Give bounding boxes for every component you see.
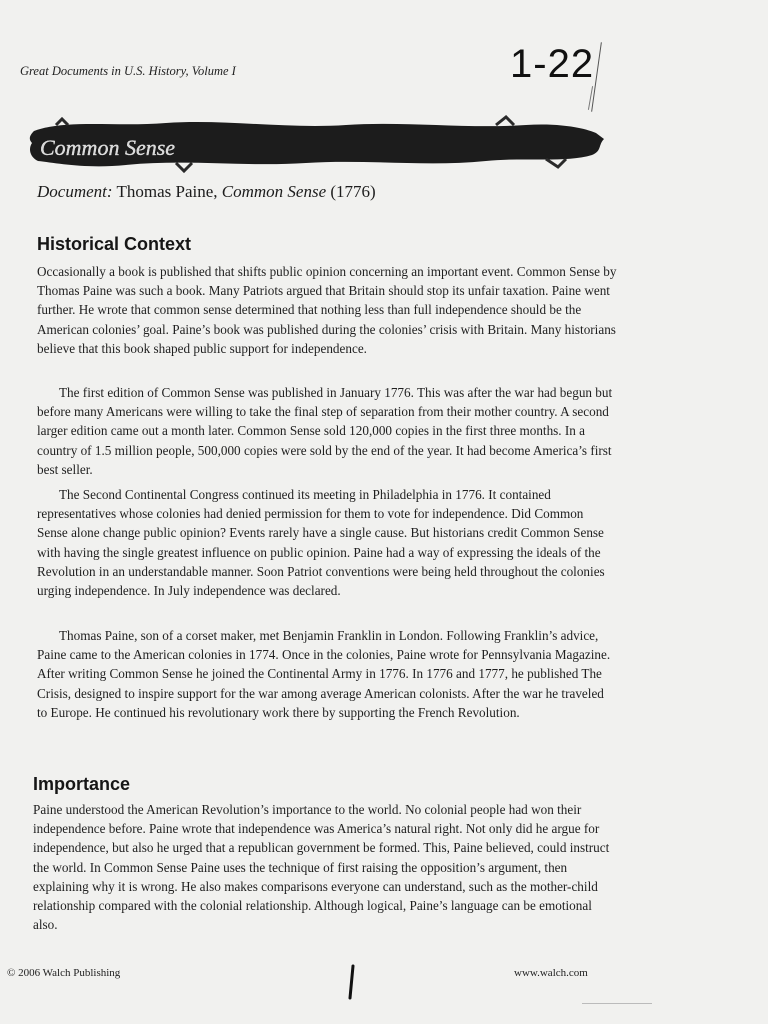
paragraph (37, 626, 617, 722)
copyright-notice: © 2006 Walch Publishing (7, 967, 121, 979)
section-heading-importance: Importance (33, 774, 131, 794)
paragraph (33, 800, 618, 934)
paragraph (37, 383, 617, 479)
series-title: Great Documents in U.S. History, Volume I (20, 64, 236, 78)
document-year: (1776) (330, 182, 376, 201)
section-heading-historical-context: Historical Context (37, 234, 192, 254)
publisher-website: www.walch.com (514, 967, 588, 979)
title-banner (26, 113, 606, 175)
handwritten-page-number: 1-22 (510, 42, 595, 86)
document-work: Common Sense (221, 182, 327, 201)
paragraph (37, 262, 617, 358)
scan-edge-line (582, 1003, 652, 1004)
handwritten-mark (342, 962, 362, 1002)
paragraph-text: Occasionally a book is published that shifts public opinion concerning an important event. Common Sense by Thomas Paine was such a book. Many Patriots argued that Britain should stop its unfair taxation. Paine went further. He wrote that common sense determined that nothing less than full independence should be the American colonies’ goal. Paine’s book was published during the colonies’ crisis with Britain. Many historians believe that this book shaped public support for independence. (37, 264, 617, 356)
paragraph-text: The Second Continental Congress continued its meeting in Philadelphia in 1776. It contained representatives whose colonies had denied permission for them to vote for independence. Did Common Sense alone change public opinion? Events rarely have a single cause. But historians credit Common Sense with having the single greatest influence on public opinion. Paine had a way of expressing the ideals of the Revolution in an understandable manner. Soon Patriot conventions were being held throughout the colonies urging independence. In July independence was declared. (37, 487, 605, 599)
paragraph-text: The first edition of Common Sense was published in January 1776. This was after the war had begun but before many Americans were willing to take the final step of separation from their mother country. A second larger edition came out a month later. Common Sense sold 120,000 copies in the first three months. In a country of 1.5 million people, 500,000 copies were sold by the end of the year. It had become America’s first best seller. (37, 385, 613, 477)
banner-title: Common Sense (40, 135, 176, 160)
document-author: Thomas Paine, (116, 182, 218, 201)
paragraph-text: Thomas Paine, son of a corset maker, met Benjamin Franklin in London. Following Franklin’s advice, Paine came to the American colonies in 1774. Once in the colonies, Paine wrote for Pennsylvania Magazine. After writing Common Sense he joined the Continental Army in 1776. In 1776 and 1777, he published The Crisis, designed to inspire support for the war among average American colonists. After the war he traveled to Europe. He continued his revolutionary work there by supporting the French Revolution. (37, 628, 611, 720)
document-label: Document: (37, 182, 113, 201)
paragraph (37, 485, 617, 600)
document-citation (37, 182, 376, 202)
paragraph-text: Paine understood the American Revolution’s importance to the world. No colonial people had won their independence before. Paine wrote that independence was America’s natural right. Not only did he argue for independence, but also he urged that a republican government be formed. This, Paine believed, could instruct the world. In Common Sense Paine uses the technique of first raising the opposition’s argument, then explaining why it is wrong. He also makes comparisons everyone can understand, such as the mother-child relationship compared with the colonial relationship. Although logical, Paine’s language can be emotional also. (33, 802, 610, 933)
